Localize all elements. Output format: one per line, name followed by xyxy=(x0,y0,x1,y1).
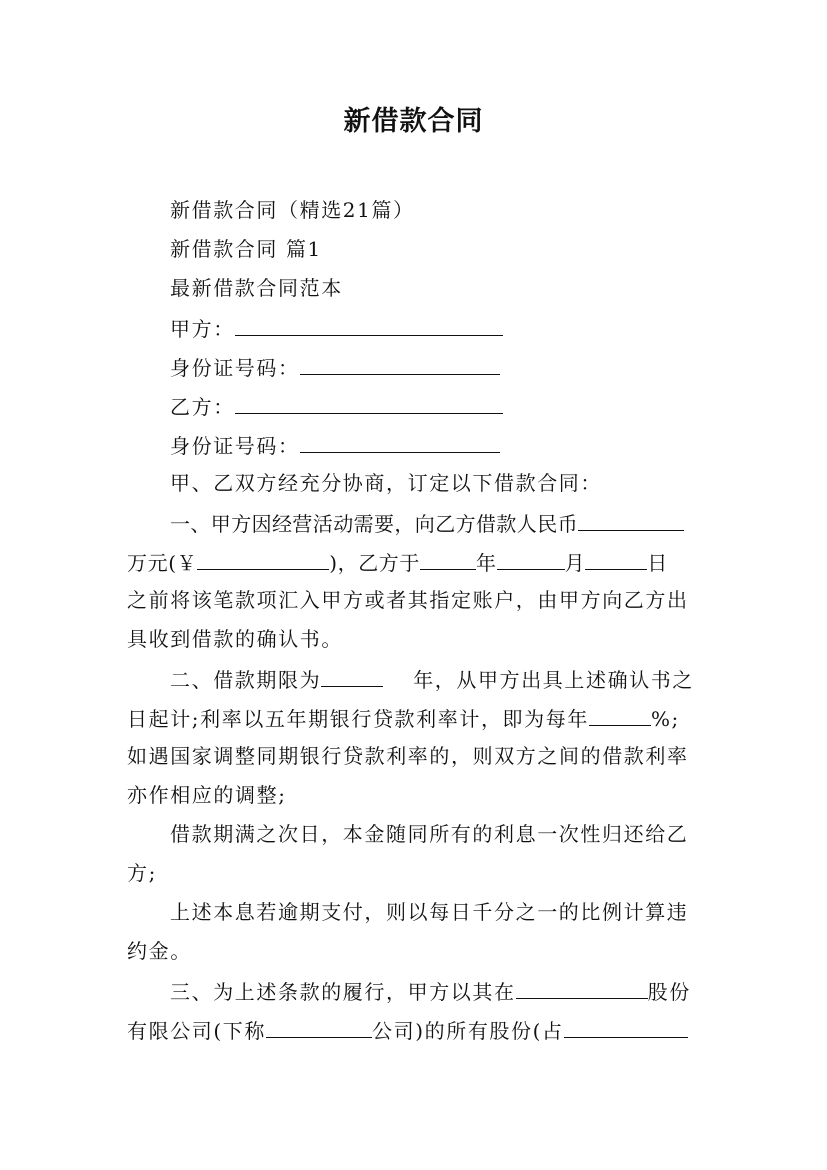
clause3-line1 xyxy=(170,978,750,1004)
section-heading xyxy=(170,237,750,261)
clause1-line1 xyxy=(170,510,750,536)
clause2-text-3: 日起计;利率以五年期银行贷款利率计，即为每年 xyxy=(127,707,589,731)
penalty-text-1: 上述本息若逾期支付，则以每日千分之一的比例计算违 xyxy=(170,900,689,924)
clause1-line2 xyxy=(127,549,707,575)
penalty-line1 xyxy=(170,900,750,924)
clause2-text-2: 年，从甲方出具上述确认书之 xyxy=(413,668,695,692)
clause1-line4 xyxy=(127,627,707,651)
amount-blank[interactable] xyxy=(578,510,684,531)
clause1-amount-label: 万元(￥ xyxy=(127,551,198,575)
clause2-line1 xyxy=(170,666,750,692)
repayment-line1 xyxy=(170,822,750,846)
month-blank[interactable] xyxy=(497,549,565,570)
term-blank[interactable] xyxy=(321,666,383,687)
party-a-line xyxy=(170,315,750,341)
month-label: 月 xyxy=(564,551,586,575)
section-heading-text: 新借款合同 篇1 xyxy=(170,237,322,261)
penalty-line2 xyxy=(127,939,707,963)
penalty-text-2: 约金。 xyxy=(127,939,192,963)
id-a-line xyxy=(170,354,750,380)
template-heading-text: 最新借款合同范本 xyxy=(170,276,343,300)
percent-label: %; xyxy=(650,707,680,731)
clause2-line4 xyxy=(127,783,707,807)
clause3-text-4: 公司)的所有股份(占 xyxy=(372,1019,564,1043)
clause2-line3 xyxy=(127,744,707,768)
clause2-text-1: 二、借款期限为 xyxy=(170,668,322,692)
clause3-text-2: 股份 xyxy=(647,980,691,1004)
clause1-text: 一、甲方因经营活动需要，向乙方借款人民币 xyxy=(170,512,578,536)
intro-text: 甲、乙双方经充分协商，订定以下借款合同： xyxy=(170,471,602,495)
repayment-line2 xyxy=(127,861,707,885)
id-b-line xyxy=(170,432,750,458)
party-b-line xyxy=(170,393,750,419)
year-label: 年 xyxy=(476,551,497,575)
id-a-label: 身份证号码： xyxy=(170,356,300,380)
amount-yuan-blank[interactable] xyxy=(197,549,329,570)
subtitle-line xyxy=(170,198,750,222)
clause3-text-1: 三、为上述条款的履行，甲方以其在 xyxy=(170,980,516,1004)
rate-blank[interactable] xyxy=(589,705,651,726)
id-b-blank[interactable] xyxy=(300,432,500,453)
clause1-text-3: 之前将该笔款项汇入甲方或者其指定账户，由甲方向乙方出 xyxy=(127,588,689,612)
clause1-date-label: )，乙方于 xyxy=(329,551,421,575)
party-b-label: 乙方： xyxy=(170,395,235,419)
clause3-line2 xyxy=(127,1017,707,1043)
day-label: 日 xyxy=(647,551,668,575)
subtitle-text: 新借款合同（精选21篇） xyxy=(170,198,415,222)
repayment-text-2: 方; xyxy=(127,861,157,885)
clause2-text-5: 亦作相应的调整; xyxy=(127,783,287,807)
clause2-text-4: 如遇国家调整同期银行贷款利率的，则双方之间的借款利率 xyxy=(127,744,689,768)
template-heading xyxy=(170,276,750,300)
company-blank[interactable] xyxy=(516,978,648,999)
share-percent-blank[interactable] xyxy=(564,1017,688,1038)
clause3-text-3: 有限公司(下称 xyxy=(127,1019,267,1043)
clause1-line3 xyxy=(127,588,707,612)
company-short-blank[interactable] xyxy=(266,1017,372,1038)
clause2-line2 xyxy=(127,705,707,731)
id-a-blank[interactable] xyxy=(300,354,500,375)
party-b-blank[interactable] xyxy=(235,393,503,414)
party-a-label: 甲方： xyxy=(170,317,235,341)
clause1-text-4: 具收到借款的确认书。 xyxy=(127,627,343,651)
repayment-text-1: 借款期满之次日，本金随同所有的利息一次性归还给乙 xyxy=(170,822,689,846)
party-a-blank[interactable] xyxy=(235,315,503,336)
day-blank[interactable] xyxy=(585,549,647,570)
year-blank[interactable] xyxy=(420,549,476,570)
document-title: 新借款合同 xyxy=(343,106,484,137)
intro-line xyxy=(170,471,750,495)
id-b-label: 身份证号码： xyxy=(170,434,300,458)
